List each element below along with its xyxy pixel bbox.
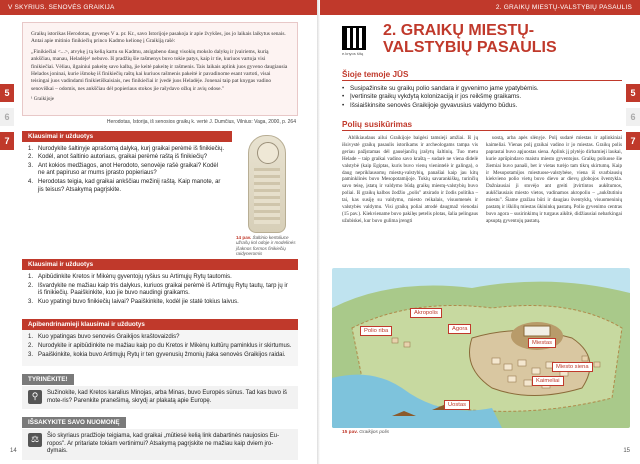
questions-1-title: Klausimai ir užduotys: [22, 131, 232, 142]
polis-column-1: Ablikiaudaus ailui Graikijoje baigėsi tamsieji amžiai. Iš jų išsivystė graikų pasaulis istorikams ir archeologams tampa vis geriau pažįstamas dėl gausėjančių įrašytų šaltinių. Tuo metu Helade – taip graikai vadino savo kraštą – sudarė ne viena didelė valstybė (kaip Egiptas, kuris buvo vienų vienintelė ir galinga), o daug nepriklausomų miestų-valstybių, panašiai kaip jau kitų paminklinės buvo Mesopotamijoje. Tokių savarankiškų, turinčių savo teisę, įstatų ir valdymo būdą graikų miestų-valstybių buvo poliai. Iš graikų kalbos žodžio „polis" atsirado ir žodis politika – tai, kas susiję su valdymu, miesto reikalais, visuomenės ir valstybės valdymu. Visi graikų poliai atrodė daugmaž vienodai (15 pav.). Kiekviename buvo pakilęs petelis plotas, šalia pelingaus užubiskei, kur buvo gulima įrengti: [342, 135, 478, 224]
question-item: 2. Kodėl, anot šaltinio autoriaus, graikai perėmė raštą iš finikiečių?: [28, 154, 208, 161]
question-item: 3. Kuo ypatingi buvo finikiečių laivai? Paaiškinkite, kodėl jie statė tokius laivus.: [28, 298, 239, 305]
questions-section-3: [22, 319, 298, 366]
objective-item: • Išsiaiškinsite senovės Graikijoje gyvavusius valdymo būdus.: [342, 102, 622, 110]
sarcophagus-image: [248, 135, 286, 233]
right-page: [320, 0, 640, 464]
lesson-title: 2. GRAIKŲ MIESTŲ-VALSTYBIŲ PASAULIS: [383, 22, 557, 56]
question-item: 3. Ant kokios medžiagos, anot Herodoto, senovėje rašė graikai? Kodėl ne ant papiruso ar mums įprasto popieriaus?: [28, 162, 219, 177]
left-running-header: V SKYRIUS. SENOVĖS GRAIKIJA: [0, 0, 320, 15]
left-page-number: 14: [10, 448, 17, 454]
objectives-heading: Šioje temoje JŪS: [342, 70, 622, 81]
chapter-tab-5[interactable]: 5: [626, 84, 640, 102]
source-quote: „Finikiečiai <...>, atvykę į tą kelią kartu su Kadmu, atsigabeno daug visokių mokslo dalykų ir įvairiems, kurią ankščiau, manau, Heladėje¹ nebuvo. Iš pradžių šie rašmenys buvo tokie patys, kaip ir tie, kuriuos vartoja visi finikiečiai. Vėliau, ilgainiui pakeitę savo kalbą, jie keitė pakeitę ir rašmenis. Tais laikais aplink juos gyveno daugiausia Helados joninai, kurie išmokę iš finikiečių raštų kai kuriuos rašmenis pakeitė ir pavadinome esant vartoti, visai teisingai juos vadindami finikietiškaisiais, nes finikiečiai ir įvedė juos Heladėje. Jonenai taip pat knygas vadino senoviškai – odomis, nes ankščiau dėl popieriaus stokos jie rašydavo ožkų ir avių odose.": [31, 48, 288, 92]
questions-section-2: [22, 259, 298, 313]
chapter-tab-7[interactable]: 7: [0, 132, 14, 150]
explore-text: Sužinokite, kad Kretos karalius Minojas, arba Minas, buvo Europės sūnus. Tad kas buvo iš mote-ris? Parenkite pranešimą, skrydį ar plakatą apie Europę.: [47, 390, 288, 404]
map-label-agora: Agora: [448, 324, 471, 334]
questions-row: [22, 131, 298, 257]
question-item: 3. Paaiškinkite, kokia buvo Artimųjų Rytų ir ten gyvenusių žmonių įtaka senovės Graikijos raidai.: [28, 351, 286, 358]
source-intro: Graikų istorikas Herodotas, gyvenęs V a. pr. Kr., savo Istorijoje pasakoja ir apie žvykšes, jos jo laikais laikytus senais. Antai apie mitinio finikiečių princo Kadmo kelionę į Graikiją rašė:: [31, 31, 286, 45]
explore-body: [22, 386, 298, 409]
objective-item: • Susipažinsite su graikų polio sandara ir gyvenimo jame ypatybėmis.: [342, 85, 622, 93]
source-box: [22, 22, 298, 116]
objective-item: • Įvertinsite graikų vykdytą kolonizaciją ir jos reikšmę graikams.: [342, 93, 622, 101]
question-item: 1. Nurodykite šaltinyje aprašomą dalyką, kurį graikai perėmė iš finikiečių.: [28, 145, 225, 152]
opinion-title: IŠSAKYKITE SAVO NUOMONĘ: [22, 417, 126, 428]
question-item: 2. Išvardykite ne mažiau kaip tris dalykus, kuriuos graikai perėmė iš Artimųjų Rytų tautų, tarp jų ir iš finikiečių. Paaiškinkite, kuo jie buvo naudingi graikams.: [28, 282, 288, 297]
chapter-tab-6[interactable]: 6: [626, 108, 640, 126]
right-page-number: 15: [623, 448, 630, 454]
figure-14-caption: 14 pav. Šaltinio kertoliuce užrašų kol odoje ir modelinės įšaknos formos finikiečių raidyneromis: [236, 234, 296, 257]
questions-2-list: [22, 270, 298, 313]
objectives-list: [342, 85, 622, 110]
polis-text-columns: [342, 135, 622, 225]
figure-14: [236, 131, 298, 257]
map-label-akropolis: Akropolis: [410, 308, 442, 318]
polis-section: [342, 120, 622, 225]
explore-box: [22, 368, 298, 409]
source-footnote: ¹ Graikijoje: [31, 97, 55, 103]
chapter-tab-5[interactable]: 5: [0, 84, 14, 102]
map-caption: 15 pav. Graikijos polis: [342, 430, 390, 435]
opinion-box: [22, 411, 298, 460]
polis-column-2: uostą, arba apės slėnyje. Polį sudarė miestas ir aplinkiniai kaimeliai. Vienas polį graikai vadino ir jo miestas. Graikų polis paprastai buvo apjuostas siena. Aplink jį plytėjo dirbamieji laukai, kurie aprūpindavo maistu miesto gyventojus. Graikų poliuose šie žiemiai buvo panaši, bet ir vietas turėjo tam tikrų skirtumų. Kaip ir Mesopotamijos miestuose-valstybėse, viena iš svarbiausių kiekvieno polio vietų buvo dievo ar dievų globojos šventykla. Dažniausiai ji stovėjo ant greiti įtvirtintos aukštumos, aukščiausiais miesto vietos, vadinamos akropoliu – „aukštutiniu miestu". Šiame gražiau būti ir daugiau šventyklų, visuomeninių pastatų ir iškilių miestas ūkininkų pastatų. Polio gyvenimo centras buvo agora – susirinkimų ir turgaus aikštė, didžiausiai nebarkingai apsuptą gyventojų pastatų.: [486, 135, 622, 224]
left-content: [22, 22, 298, 460]
question-item: 1. Apibūdinkite Kretos ir Mikėnų gyventojų ryšius su Artimųjų Rytų tautomis.: [28, 274, 232, 281]
qr-code-icon[interactable]: [342, 26, 366, 50]
question-item: 2. Nurodykite ir apibūdinkite ne mažiau kaip po du Kretos ir Mikėnų kultūrų paminklus ir skirtumus.: [28, 343, 292, 349]
opinion-text: Šio skyriaus pradžioje teigiama, kad graikai „mūtiesė kelią link dabartinės naujosios Eu-ropos". Ar pritariate tokiam vertinimui? Atsakymą pagrįskite ne mažiau kaip dviem įro-dymais.: [47, 433, 280, 455]
map-label-miestas: Miestas: [528, 338, 556, 348]
questions-2-title: Klausimai ir užduotys: [22, 259, 298, 270]
objectives-section: [342, 70, 622, 110]
polis-illustration: [332, 268, 630, 428]
map-label-polio-riba: Polio riba: [360, 326, 392, 336]
chapter-tab-7[interactable]: 7: [626, 132, 640, 150]
scales-icon: ⚖: [28, 433, 42, 447]
magnifier-icon: ⚲: [28, 390, 42, 404]
questions-section-1: [22, 131, 232, 257]
right-running-header: 2. GRAIKŲ MIESTŲ-VALSTYBIŲ PASAULIS: [320, 0, 640, 15]
right-chapter-tabs: [626, 84, 640, 156]
chapter-tab-6[interactable]: 6: [0, 108, 14, 126]
polis-heading: Polių susikūrimas: [342, 120, 622, 131]
map-label-miesto-siena: Miesto siena: [552, 362, 593, 372]
question-item: 1. Kuo ypatingas buvo senovės Graikijos kraštovaizdis?: [28, 334, 180, 341]
explore-title: TYRINĖKITE!: [22, 374, 74, 385]
qr-label: e.knyos šitą: [342, 51, 364, 56]
left-chapter-tabs: [0, 84, 14, 156]
questions-3-title: Apibendrinamieji klausimai ir užduotys: [22, 319, 298, 330]
questions-3-list: [22, 330, 298, 366]
opinion-body: [22, 429, 298, 460]
question-item: 4. Herodotas teigia, kad graikai ankščiau mežiniį raštą. Kaip manote, ar jis teisus? Atsakymą pagrįskite.: [28, 179, 221, 193]
map-label-uostas: Uostas: [444, 400, 470, 410]
polis-map-svg: [332, 268, 630, 428]
map-label-kaimeliai: Kaimeliai: [532, 376, 564, 386]
questions-1-list: [22, 142, 232, 202]
source-citation: Herodotas, Istorija, iš senosios graikų k. vertė J. Dumčius, Vilnius: Vaga, 2000, p. 264: [106, 118, 296, 125]
